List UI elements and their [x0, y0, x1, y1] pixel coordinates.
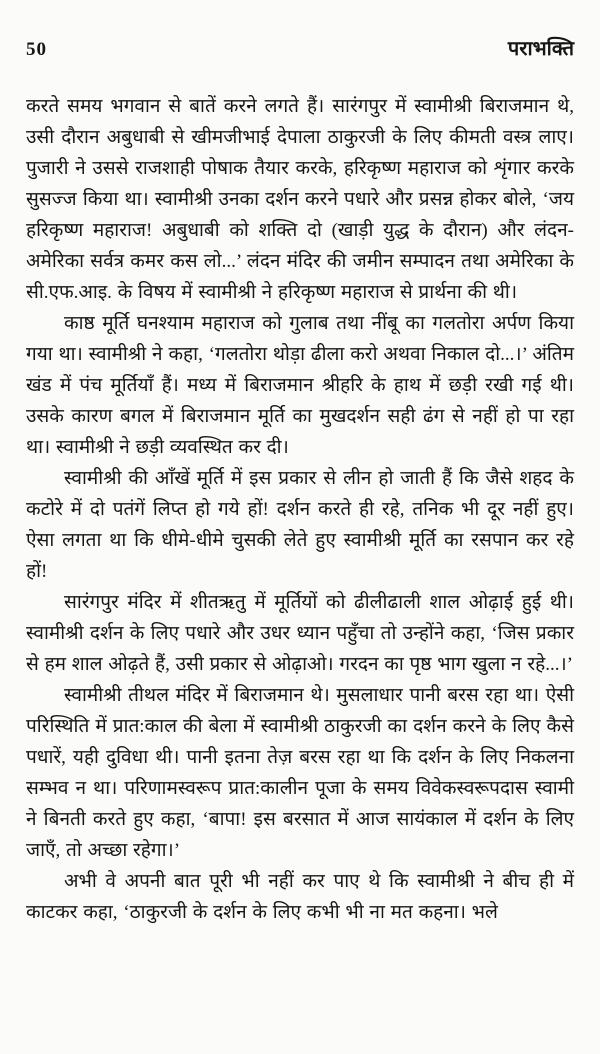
- paragraph: काष्ठ मूर्ति घनश्याम महाराज को गुलाब तथा नींबू का गलतोरा अर्पण किया गया था। स्वामीश्री ने कहा, ‘गलतोरा थोड़ा ढीला करो अथवा निकाल दो...।’ अंतिम खंड में पंच मूर्तियाँ हैं। मध्य में बिराजमान श्रीहरि के हाथ में छड़ी रखी गई थी। उसके कारण बगल में बिराजमान मूर्ति का मुखदर्शन सही ढंग से नहीं हो पा रहा था। स्वामीश्री ने छड़ी व्यवस्थित कर दी।: [26, 313, 574, 458]
- paragraph: अभी वे अपनी बात पूरी भी नहीं कर पाए थे कि स्वामीश्री ने बीच ही में काटकर कहा, ‘ठाकुरजी के दर्शन के लिए कभी भी ना मत कहना। भले: [26, 871, 574, 923]
- paragraph: सारंगपुर मंदिर में शीतऋतु में मूर्तियों को ढीलीढाली शाल ओढ़ाई हुई थी। स्वामीश्री दर्शन के लिए पधारे और उधर ध्यान पहुँचा तो उन्होंने कहा, ‘जिस प्रकार से हम शाल ओढ़ते हैं, उसी प्रकार से ओढ़ाओ। गरदन का पृष्ठ भाग खुला न रहे...।’: [26, 592, 574, 675]
- paragraph: स्वामीश्री तीथल मंदिर में बिराजमान थे। मुसलाधार पानी बरस रहा था। ऐसी परिस्थिति में प्रात:काल की बेला में स्वामीश्री ठाकुरजी का दर्शन करने के लिए कैसे पधारें, यही दुविधा थी। पानी इतना तेज़ बरस रहा था कि दर्शन के लिए निकलना सम्भव न था। परिणामस्वरूप प्रात:कालीन पूजा के समय विवेकस्वरूपदास स्वामी ने बिनती करते हुए कहा, ‘बापा! इस बरसात में आज सायंकाल में दर्शन के लिए जाएँ, तो अच्छा रहेगा।’: [26, 685, 574, 861]
- paragraph: करते समय भगवान से बातें करने लगते हैं। सारंगपुर में स्वामीश्री बिराजमान थे, उसी दौरान अबुधाबी से खीमजीभाई देपाला ठाकुरजी के लिए कीमती वस्त्र लाए। पुजारी ने उससे राजशाही पोषाक तैयार करके, हरिकृष्ण महाराज को शृंगार करके सुसज्ज किया था। स्वामीश्री उनका दर्शन करने पधारे और प्रसन्न होकर बोले, ‘जय हरिकृष्ण महाराज! अबुधाबी को शक्ति दो (खाड़ी युद्ध के दौरान) और लंदन-अमेरिका सर्वत्र कमर कस लो...’ लंदन मंदिर की जमीन सम्पादन तथा अमेरिका के सी.एफ.आइ. के विषय में स्वामीश्री ने हरिकृष्ण महाराज से प्रार्थना की थी।: [26, 96, 574, 303]
- paragraph: स्वामीश्री की आँखें मूर्ति में इस प्रकार से लीन हो जाती हैं कि जैसे शहद के कटोरे में दो पतंगें लिप्त हो गये हों! दर्शन करते ही रहे, तनिक भी दूर नहीं हुए। ऐसा लगता था कि धीमे-धीमे चुसकी लेते हुए स्वामीश्री मूर्ति का रसपान कर रहे हों!: [26, 468, 574, 582]
- running-head: [26, 34, 574, 61]
- book-title: पराभक्ति: [507, 38, 574, 60]
- page-number: 50: [26, 39, 47, 60]
- page-body: [26, 91, 574, 928]
